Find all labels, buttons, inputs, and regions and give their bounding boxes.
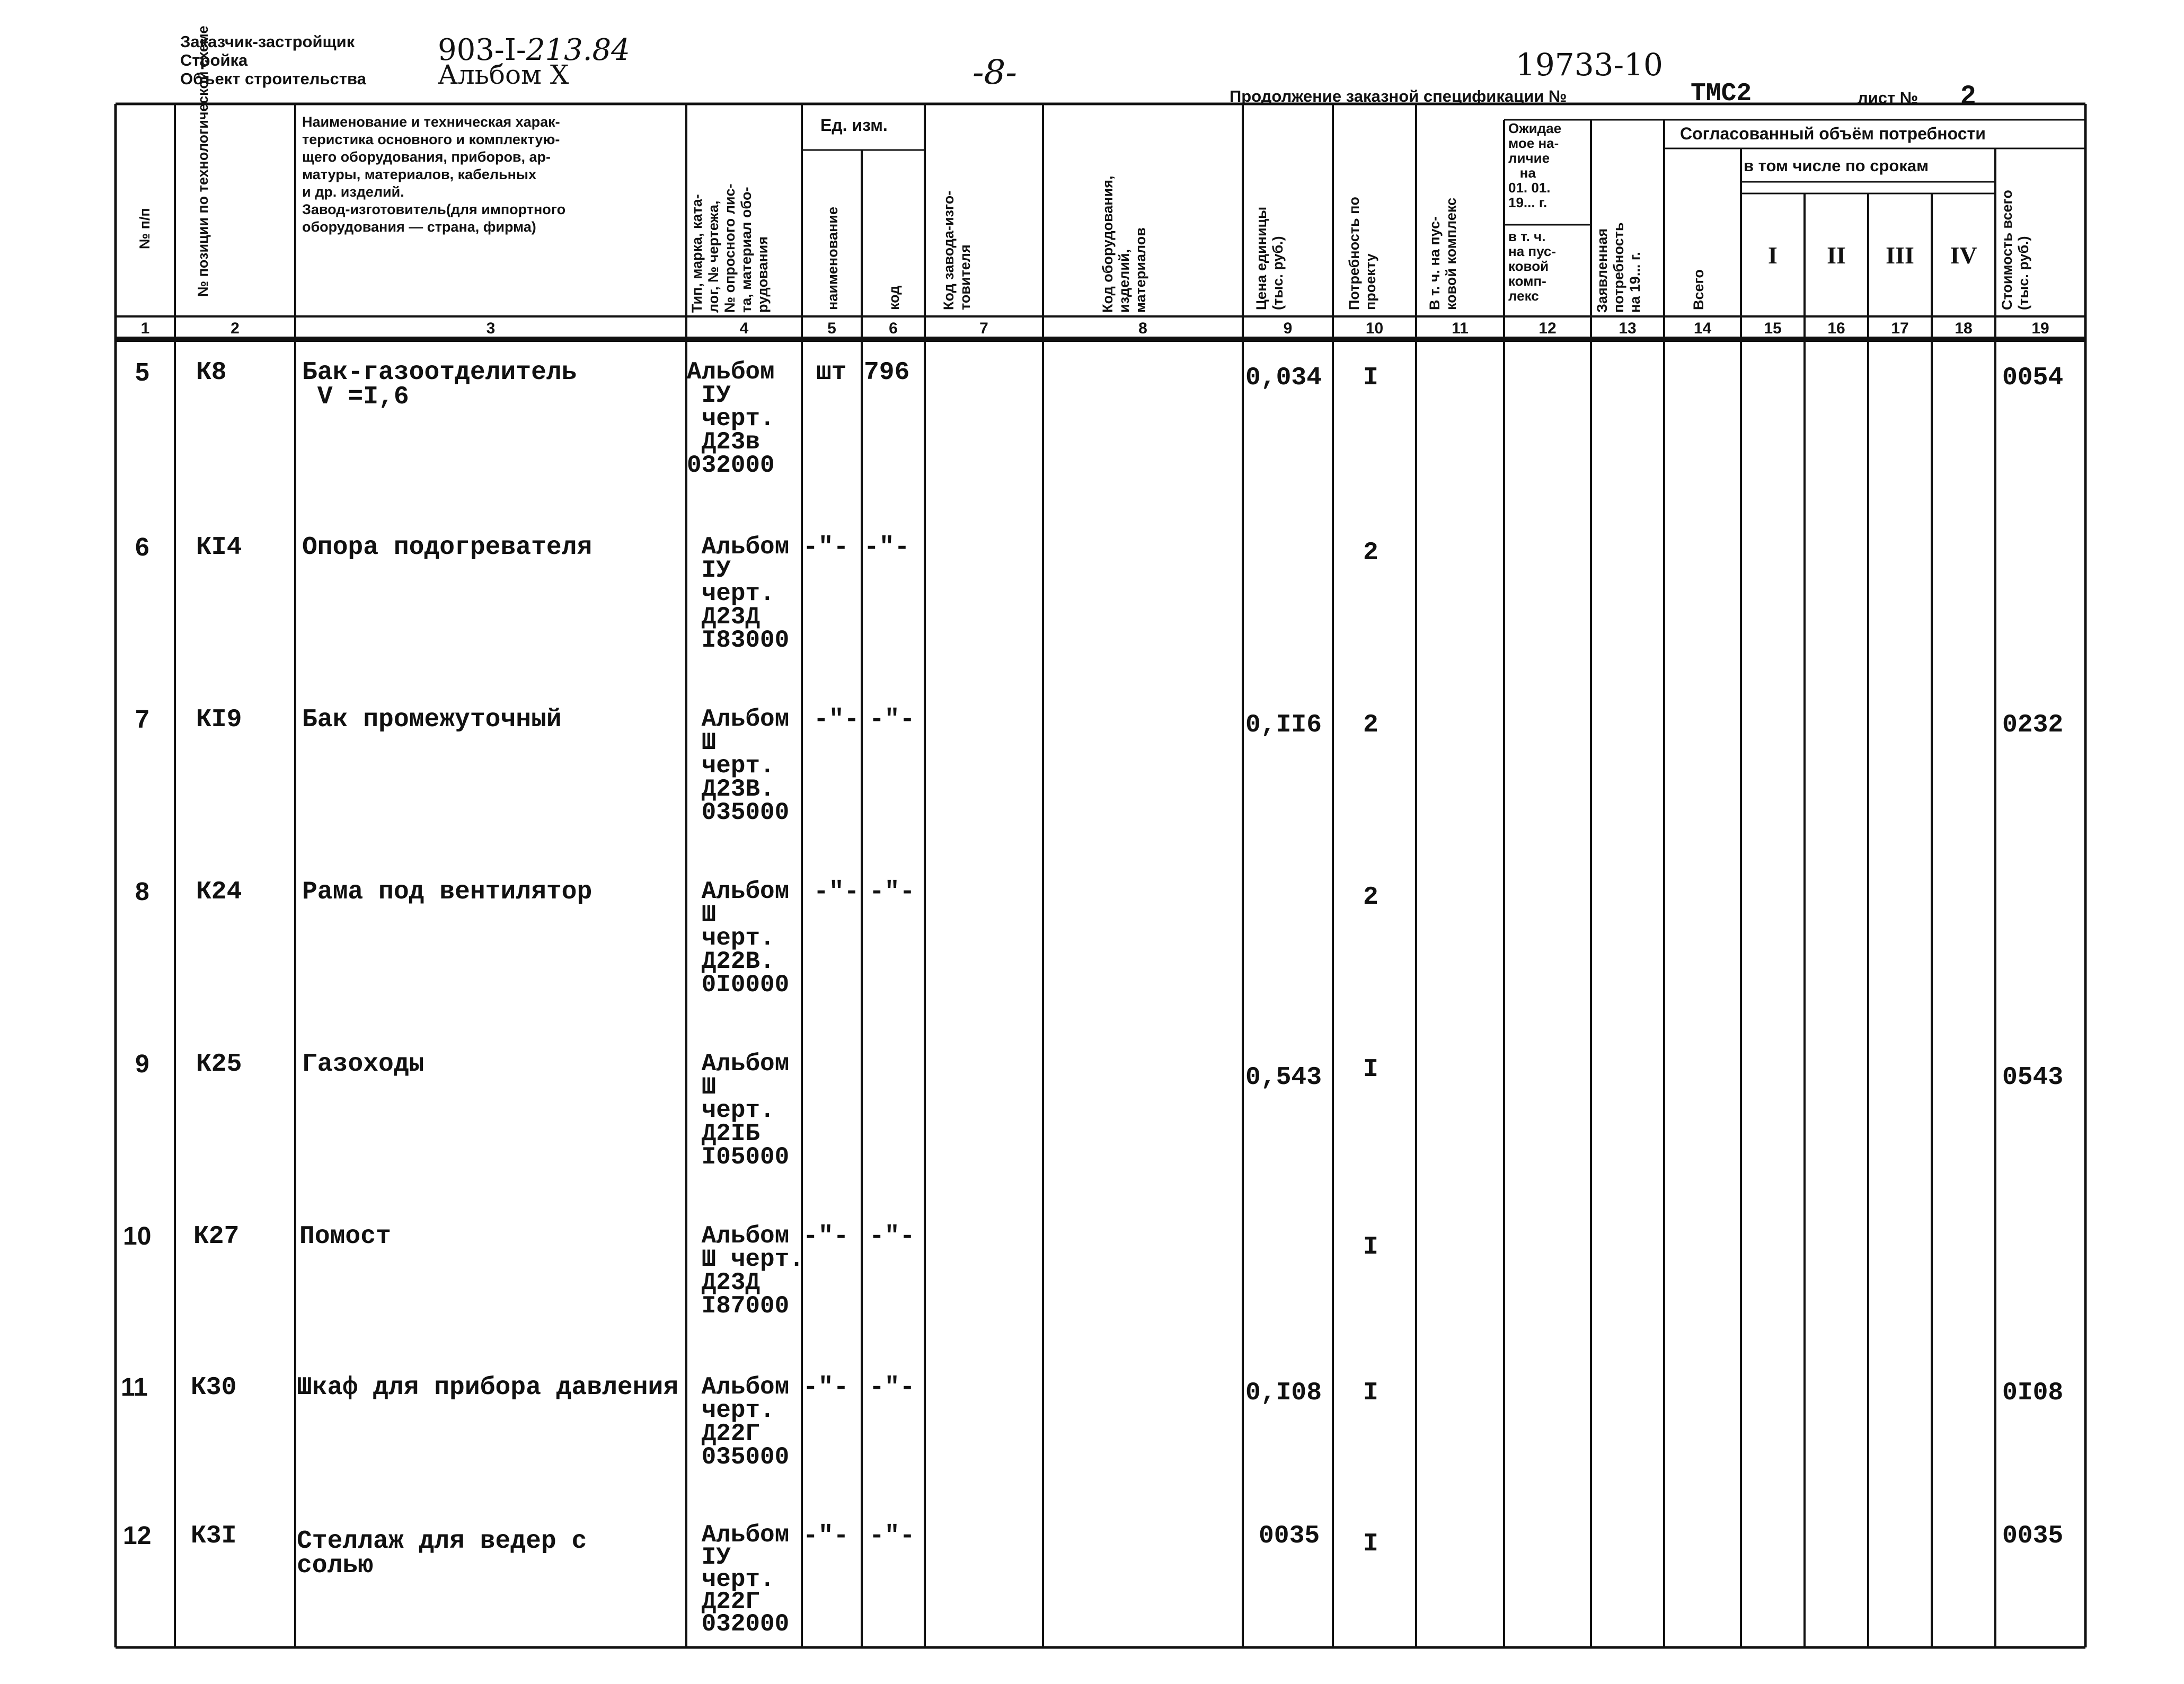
row-code: -"-: [869, 1373, 915, 1402]
row-price: 0,034: [1245, 364, 1322, 392]
row-need: I: [1363, 1530, 1378, 1558]
row-need: I: [1363, 1055, 1378, 1084]
row-name: Бак-газоотделитель V =I,6: [302, 358, 577, 411]
spec-id: ТМС2: [1691, 80, 1752, 108]
spec-number-handwritten: 19733-10: [1516, 47, 1663, 83]
row-cost: 0543: [2002, 1063, 2064, 1092]
col-number: 7: [979, 320, 988, 337]
row-code: -"-: [869, 878, 915, 906]
row-type: Альбом Ш черт. Д2IБ I05000: [701, 1050, 790, 1171]
customer-label: Заказчик-застройщик: [180, 32, 355, 51]
page-marker: -8-: [972, 53, 1017, 92]
row-position: К27: [193, 1222, 240, 1251]
col-number: 1: [140, 320, 150, 337]
col-header-4: Тип, марка, ката- лог, № чертежа, № опросного лис- та, материал обо- рудования: [689, 183, 771, 313]
col-number: 6: [889, 320, 898, 337]
row-unit: -"-: [803, 1373, 849, 1402]
col-header-12-bottom: в т. ч. на пус- ковой комп- лекс: [1508, 228, 1557, 304]
col-header-14: Всего: [1691, 269, 1706, 310]
row-number: 9: [135, 1050, 149, 1078]
row-unit: -"-: [803, 1522, 849, 1550]
row-need: I: [1363, 364, 1378, 392]
row-number: 7: [135, 706, 149, 734]
construction-label: Стройка: [180, 51, 248, 69]
row-type: Альбом Ш черт. Д23Д I87000: [701, 1222, 804, 1320]
row-type: Альбом IУ черт. Д22Г 032000: [701, 1521, 790, 1638]
col-header-13: Заявленная потребность на 19... г.: [1594, 222, 1643, 313]
col-header-19: Стоимость всего (тыс. руб.): [1999, 190, 2031, 310]
row-price: 0035: [1259, 1522, 1320, 1550]
row-code: -"-: [864, 533, 910, 562]
row-position: К8: [196, 358, 227, 387]
row-need: I: [1363, 1233, 1378, 1262]
col-number: 19: [2031, 320, 2049, 337]
row-need: 2: [1363, 539, 1378, 567]
row-type: Альбом Ш черт. Д23В. 035000: [701, 706, 790, 826]
row-type: Альбом черт. Д22Г 035000: [701, 1373, 790, 1471]
row-number: 10: [123, 1222, 152, 1250]
col-number: 4: [739, 320, 749, 337]
col-number: 10: [1365, 320, 1384, 337]
row-code: 796: [864, 358, 910, 387]
row-name: Бак промежуточный: [302, 706, 562, 734]
col-header-11: В т. ч. на пус- ковой комплекс: [1427, 197, 1459, 310]
col-number: 14: [1693, 320, 1712, 337]
col-number: 11: [1452, 320, 1469, 337]
col-header-2: № позиции по технологической схеме: [195, 25, 211, 297]
row-type: Альбом IУ черт. Д23Д I83000: [701, 533, 790, 654]
row-position: КI9: [196, 706, 242, 734]
col-header-5: наименование: [825, 207, 841, 310]
col-number: 12: [1538, 320, 1557, 337]
col-header-unit-group: Ед. изм.: [820, 116, 888, 135]
row-price: 0,I08: [1245, 1379, 1322, 1407]
col-number: 8: [1138, 320, 1147, 337]
row-name: Стеллаж для ведер с солью: [297, 1527, 587, 1580]
row-unit: шт: [816, 358, 847, 387]
row-name: Опора подогревателя: [302, 533, 593, 562]
continuation-label: Продолжение заказной спецификации №: [1230, 87, 1567, 105]
project-code-handwritten: 213.84: [526, 33, 630, 67]
row-name: Газоходы: [302, 1050, 425, 1079]
col-number: 13: [1619, 320, 1637, 337]
col-header-16: II: [1827, 242, 1846, 269]
col-number: 3: [486, 320, 496, 337]
row-number: 6: [135, 533, 149, 561]
sheet-number: 2: [1961, 80, 1976, 110]
row-need: I: [1363, 1379, 1378, 1407]
row-unit: -"-: [803, 533, 849, 562]
row-code: -"-: [869, 1522, 915, 1550]
row-cost: 0I08: [2002, 1379, 2064, 1407]
object-label: Объект строительства: [180, 69, 366, 88]
col-number: 9: [1283, 320, 1293, 337]
col-header-8: Код оборудования, изделий, материалов: [1100, 175, 1148, 313]
row-unit: -"-: [814, 878, 860, 906]
col-header-terms-group: в том числе по срокам: [1744, 156, 1929, 175]
row-type: Альбом IУ черт. Д23в 032000: [687, 358, 775, 479]
row-price: 0,II6: [1245, 711, 1322, 739]
col-number: 17: [1891, 320, 1909, 337]
col-header-6: код: [886, 285, 902, 310]
sheet-label: лист №: [1858, 89, 1918, 107]
row-position: КI4: [196, 533, 242, 562]
row-cost: 0054: [2002, 364, 2064, 392]
row-number: 12: [123, 1522, 152, 1550]
col-header-10: Потребность по проекту: [1346, 197, 1378, 310]
row-position: К3I: [191, 1522, 237, 1550]
row-need: 2: [1363, 883, 1378, 912]
col-number: 5: [827, 320, 836, 337]
row-code: -"-: [869, 1222, 915, 1251]
row-cost: 0035: [2002, 1522, 2064, 1550]
col-header-1: № п/п: [137, 208, 153, 249]
row-unit: -"-: [814, 706, 860, 734]
row-need: 2: [1363, 711, 1378, 739]
col-number: 18: [1955, 320, 1973, 337]
row-number: 5: [135, 358, 149, 386]
row-name: Шкаф для прибора давления: [297, 1373, 679, 1402]
row-name: Помост: [299, 1222, 391, 1251]
row-unit: -"-: [803, 1222, 849, 1251]
row-price: 0,543: [1245, 1063, 1322, 1092]
row-code: -"-: [869, 706, 915, 734]
col-header-3: Наименование и техническая харак- теристика основного и комплектую- щего оборудования, приборов, ар- матуры, материалов, кабельных и др. изделий. Завод-изготовитель(для импортного оборудования — страна, фирма): [302, 114, 566, 235]
col-header-15: I: [1768, 242, 1778, 269]
col-header-9: Цена единицы (тыс. руб.): [1253, 206, 1286, 310]
col-header-7: Код завода-изго- товителя: [941, 190, 973, 310]
row-cost: 0232: [2002, 711, 2064, 739]
album-label: Альбом X: [438, 59, 569, 90]
col-header-12-top: Ожидае мое на- личие на 01. 01. 19... г.: [1508, 120, 1562, 210]
row-position: К25: [196, 1050, 242, 1079]
col-number: 2: [231, 320, 240, 337]
col-header-18: IV: [1950, 242, 1977, 269]
row-type: Альбом Ш черт. Д22В. 0I0000: [701, 878, 790, 999]
col-header-agreed-group: Согласованный объём потребности: [1680, 124, 1986, 143]
col-header-17: III: [1886, 242, 1914, 269]
row-number: 11: [121, 1373, 148, 1401]
project-code: 903-I-213.84: [438, 33, 630, 67]
col-number: 15: [1764, 320, 1782, 337]
row-position: К30: [191, 1373, 237, 1402]
row-number: 8: [135, 878, 149, 906]
col-number: 16: [1827, 320, 1845, 337]
row-name: Рама под вентилятор: [302, 878, 593, 906]
row-position: К24: [196, 878, 242, 906]
